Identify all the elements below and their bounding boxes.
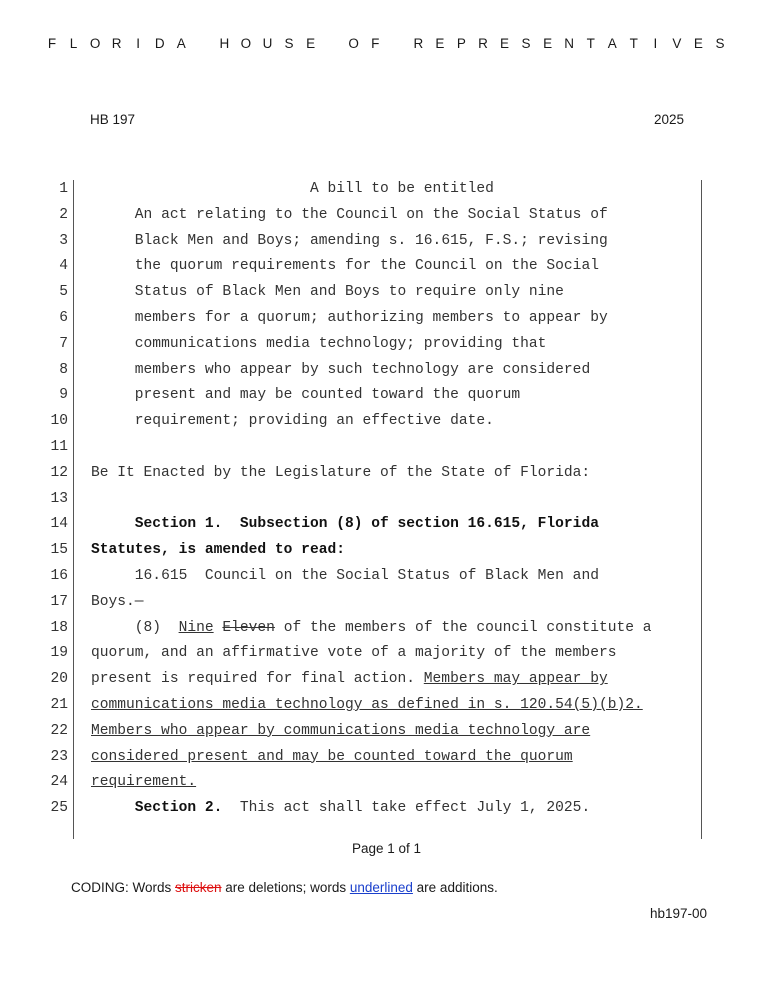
text-run: Statutes, is amended to read: <box>91 542 345 559</box>
text-run: members who appear by such technology are considered <box>134 361 591 378</box>
line-number: 13 <box>50 490 68 507</box>
line-text <box>91 645 616 661</box>
chamber-letter: H <box>219 36 230 51</box>
coding-underlined: underlined <box>349 880 413 895</box>
bill-year: 2025 <box>653 112 684 127</box>
chamber-letter: S <box>284 36 294 51</box>
chamber-letter: R <box>413 36 424 51</box>
line-text <box>91 697 643 713</box>
underlined-text: Members who appear by communications media technology are <box>91 722 591 739</box>
underlined-text: communications media technology as defined in s. 120.54(5)(b)2. <box>91 697 643 713</box>
text-run: Status of Black Men and Boys to require only nine <box>134 284 564 301</box>
line-number: 17 <box>50 593 68 610</box>
underlined-text: considered present and may be counted toward the quorum <box>91 748 573 765</box>
line-text <box>91 671 608 687</box>
chamber-letter: R <box>478 36 488 51</box>
line-text <box>91 465 590 481</box>
chamber-letter: E <box>435 36 445 51</box>
coding-suffix: are additions. <box>412 880 498 895</box>
chamber-letter: F <box>47 36 57 51</box>
line-text <box>91 233 608 249</box>
text-run: communications media technology; providing that <box>134 335 547 352</box>
text-run: (8) <box>134 619 179 636</box>
document-code: hb197-00 <box>649 906 707 921</box>
bill-number: HB 197 <box>90 112 136 127</box>
line-number: 9 <box>59 387 68 404</box>
chamber-letter: E <box>500 36 510 51</box>
left-margin-rule <box>73 180 74 839</box>
line-text <box>91 516 599 532</box>
line-number: 3 <box>59 232 68 249</box>
text-run: the quorum requirements for the Council on the Social <box>134 258 599 275</box>
line-number: 18 <box>50 619 68 636</box>
line-number: 12 <box>50 464 68 481</box>
underlined-text: requirement. <box>91 774 197 791</box>
page-number: Page 1 of 1 <box>351 841 422 856</box>
chamber-letter: S <box>521 36 531 51</box>
chamber-letter: O <box>240 36 252 51</box>
underlined-text: Members may appear by <box>423 671 608 688</box>
line-text <box>91 310 608 326</box>
chamber-letter: I <box>136 36 141 51</box>
line-number: 24 <box>50 774 68 791</box>
chamber-letter: I <box>653 36 658 51</box>
stricken-text: Eleven <box>222 619 275 636</box>
right-margin-rule <box>701 180 702 839</box>
chamber-letter: E <box>543 36 553 51</box>
line-text <box>91 800 590 816</box>
chamber-letter: D <box>154 36 165 51</box>
chamber-letter: U <box>262 36 273 51</box>
line-number: 4 <box>59 258 68 275</box>
coding-prefix: CODING: Words <box>71 880 176 895</box>
line-number: 21 <box>50 697 68 713</box>
line-text <box>91 362 590 378</box>
line-number: 15 <box>50 542 68 559</box>
chamber-letter: V <box>672 36 682 51</box>
chamber-letter: L <box>69 36 78 51</box>
line-text <box>91 594 144 610</box>
line-number: 19 <box>50 645 68 662</box>
text-run: Be It Enacted by the Legislature of the State of Florida: <box>91 464 591 481</box>
text-run: An act relating to the Council on the Social Status of <box>134 206 608 223</box>
line-number: 5 <box>59 284 68 301</box>
line-number: 23 <box>50 748 68 765</box>
chamber-letter: O <box>348 36 359 51</box>
line-number: 25 <box>50 800 68 817</box>
line-number: 2 <box>59 206 68 223</box>
text-run: Section 2. <box>134 800 223 817</box>
line-number: 7 <box>59 335 68 352</box>
chamber-letter: A <box>607 36 617 51</box>
line-number: 10 <box>50 413 68 430</box>
line-text <box>91 774 196 790</box>
chamber-header <box>0 36 773 58</box>
line-number: 22 <box>50 722 68 739</box>
line-text <box>91 620 652 636</box>
chamber-letter: E <box>306 36 316 51</box>
text-run: 16.615 Council on the Social Status of Black Men and <box>134 568 599 584</box>
text-run: members for a quorum; authorizing members to appear by <box>134 310 608 326</box>
line-number: 8 <box>59 361 68 378</box>
line-text <box>91 181 494 197</box>
text-run: A bill to be entitled <box>309 181 494 197</box>
line-text <box>91 387 520 403</box>
line-text <box>91 413 494 429</box>
chamber-letter: T <box>629 36 638 51</box>
text-run: Black Men and Boys; amending s. 16.615, F.S.; revising <box>134 232 608 249</box>
line-text <box>91 258 599 274</box>
line-text <box>91 749 573 765</box>
text-run: quorum, and an affirmative vote of a majority of the members <box>91 645 617 662</box>
coding-middle: are deletions; words <box>221 880 350 895</box>
text-run: This act shall take effect July 1, 2025. <box>222 800 591 817</box>
line-text <box>91 207 608 223</box>
line-number: 11 <box>50 439 68 455</box>
text-run: requirement; providing an effective date. <box>134 413 494 430</box>
underlined-text: Nine <box>178 619 214 636</box>
line-text <box>91 542 345 558</box>
line-number: 6 <box>59 310 68 326</box>
text-run: present and may be counted toward the quorum <box>134 387 521 404</box>
chamber-letter: R <box>111 36 122 51</box>
coding-stricken: stricken <box>175 880 222 895</box>
line-number: 16 <box>50 568 68 584</box>
chamber-letter: F <box>371 36 380 51</box>
chamber-letter: S <box>715 36 725 51</box>
text-run: Section 1. Subsection (8) of section 16.615, Florida <box>134 516 599 533</box>
line-number: 20 <box>50 671 68 688</box>
text-run: present is required for final action. <box>91 671 424 688</box>
coding-legend <box>71 880 498 895</box>
line-text <box>91 284 564 300</box>
chamber-letter: N <box>564 36 575 51</box>
chamber-letter: A <box>176 36 186 51</box>
chamber-letter: O <box>89 36 101 51</box>
text-run: of the members of the council constitute a <box>274 619 652 636</box>
line-number: 14 <box>50 516 68 533</box>
chamber-letter: T <box>586 36 595 51</box>
line-text <box>91 723 590 739</box>
chamber-letter: E <box>693 36 703 51</box>
line-text <box>91 336 546 352</box>
chamber-letter: P <box>456 36 466 51</box>
line-text <box>91 568 599 584</box>
line-number: 1 <box>59 181 68 197</box>
text-run: Boys.— <box>91 593 144 610</box>
